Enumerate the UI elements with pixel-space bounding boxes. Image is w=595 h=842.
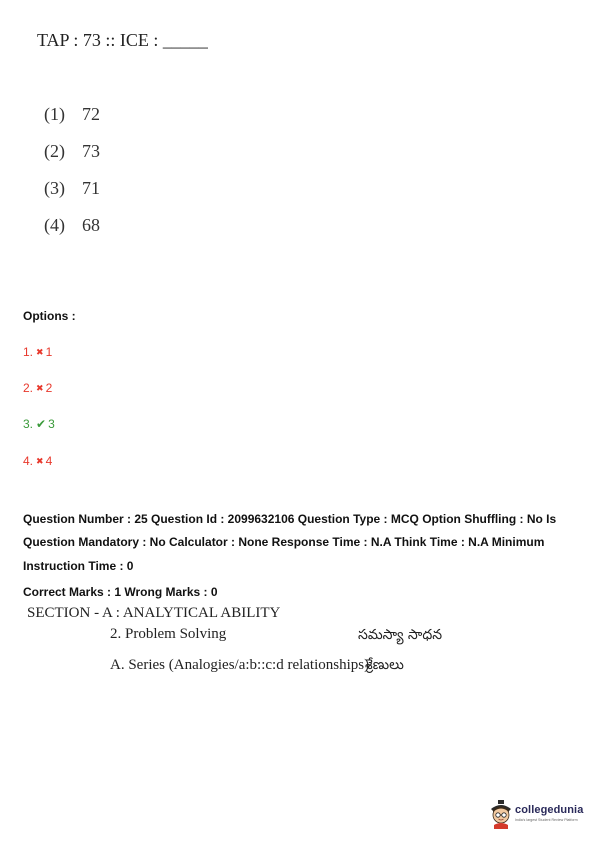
question-meta-line-3: Instruction Time : 0 <box>23 559 134 573</box>
option-prefix: 3. <box>23 417 34 431</box>
choice-number: (1) <box>44 104 65 124</box>
student-mascot-icon <box>488 799 514 829</box>
question-meta-line-1: Question Number : 25 Question Id : 2099632106 Question Type : MCQ Option Shuffling : No Is <box>23 512 557 526</box>
option-value: 2 <box>45 381 53 395</box>
topic-telugu: సమస్యా సాధన <box>358 627 443 643</box>
option-prefix: 1. <box>23 345 34 359</box>
topic-label: 2. Problem Solving <box>110 626 227 642</box>
option-4 <box>23 454 52 468</box>
collegedunia-logo <box>488 799 588 829</box>
choice-4 <box>44 215 100 236</box>
option-3 <box>23 417 55 431</box>
option-value: 3 <box>48 417 55 431</box>
question-stem <box>37 30 208 51</box>
question-meta-line-2: Question Mandatory : No Calculator : None Response Time : N.A Think Time : N.A Minimum <box>23 535 545 549</box>
option-2 <box>23 381 52 395</box>
options-heading: Options : <box>23 309 76 323</box>
question-text: TAP : 73 :: ICE : <box>37 30 159 50</box>
choice-number: (3) <box>44 178 65 198</box>
choice-3 <box>44 178 100 199</box>
choice-number: (4) <box>44 215 65 235</box>
choice-value: 73 <box>82 141 100 161</box>
option-prefix: 2. <box>23 381 34 395</box>
logo-wordmark: collegedunia <box>515 804 584 816</box>
choice-value: 71 <box>82 178 100 198</box>
choice-value: 72 <box>82 104 100 124</box>
choice-1 <box>44 104 100 125</box>
subtopic-telugu: శ్రేణులు <box>365 657 404 673</box>
choice-2 <box>44 141 100 162</box>
option-prefix: 4. <box>23 454 34 468</box>
cross-icon: ✖ <box>36 456 44 466</box>
option-value: 1 <box>45 345 53 359</box>
check-icon: ✔ <box>36 417 47 431</box>
option-1 <box>23 345 52 359</box>
logo-tagline: India's largest Student Review Platform <box>515 818 578 822</box>
choice-value: 68 <box>82 215 100 235</box>
answer-blank: _____ <box>162 30 208 50</box>
section-title: SECTION - A : ANALYTICAL ABILITY <box>27 605 281 621</box>
cross-icon: ✖ <box>36 383 44 393</box>
option-value: 4 <box>45 454 53 468</box>
cross-icon: ✖ <box>36 347 44 357</box>
subtopic-label: A. Series (Analogies/a:b::c:d relationships) <box>110 657 370 673</box>
choice-number: (2) <box>44 141 65 161</box>
marks-line: Correct Marks : 1 Wrong Marks : 0 <box>23 585 218 599</box>
